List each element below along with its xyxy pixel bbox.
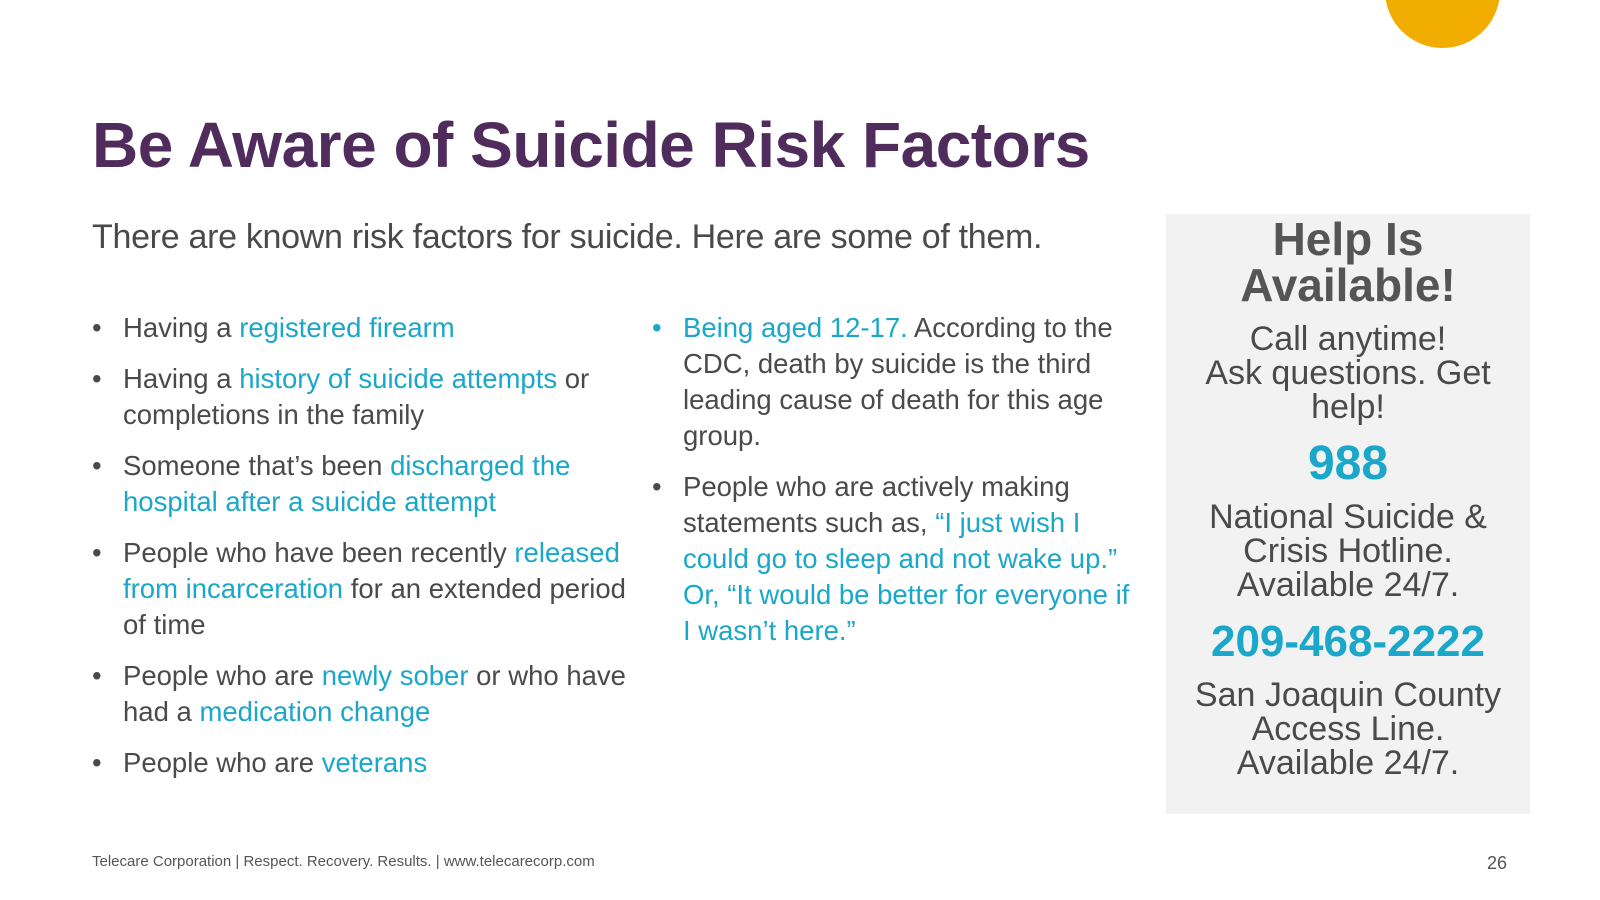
highlighted-text: Being aged 12-17. [683,312,908,343]
risk-factor-item [652,310,1132,454]
bullet-marker: • [652,471,662,502]
hotline-desc-line: National Suicide & [1209,498,1487,536]
highlighted-text: discharged the hospital after a suicide attempt [123,450,571,517]
risk-factor-item [92,658,632,730]
hotline-desc-line: Available 24/7. [1236,566,1460,604]
risk-factor-item [92,310,632,346]
item-text: Someone that’s been [123,450,391,481]
hotline-description [1166,500,1530,602]
item-text: or completions in the family [123,363,590,430]
bullet-marker: • [92,363,102,394]
help-intro-line: help! [1311,388,1385,426]
item-text: People who are [123,660,322,691]
help-intro-line: Call anytime! [1249,320,1447,358]
highlighted-text: medication change [199,696,431,727]
risk-factor-item [652,469,1132,649]
risk-factor-list-right [652,310,1132,664]
risk-factor-item [92,745,632,781]
item-text: People who are [123,747,322,778]
highlighted-text: newly sober [321,660,469,691]
help-title-line1: Help Is [1272,213,1424,265]
county-desc-line: Available 24/7. [1236,744,1460,782]
decorative-circle [1385,0,1500,48]
highlighted-text: registered firearm [239,312,455,343]
item-text: People who have been recently [123,537,515,568]
page-number: 26 [1487,853,1508,873]
item-text: People who are actively making statements such as, [683,471,1070,538]
county-desc-line: Access Line. [1251,710,1445,748]
help-intro-line: Ask questions. Get [1205,354,1491,392]
slide-subtitle: There are known risk factors for suicide. Here are some of them. [92,218,1043,256]
hotline-number[interactable]: 988 [1307,437,1389,490]
item-text: for an extended period of time [123,573,626,640]
help-title [1166,213,1530,311]
bullet-marker: • [92,312,102,343]
highlighted-text: veterans [321,747,428,778]
bullet-marker: • [92,537,102,568]
help-panel [1166,214,1530,814]
item-text: or who have had a [123,660,626,727]
county-access-number[interactable]: 209-468-2222 [1210,617,1485,666]
highlighted-text: “I just wish I could go to sleep and not wake up.” Or, “It would be better for everyone if I wasn’t here.” [683,507,1130,646]
highlighted-text: history of suicide attempts [239,363,558,394]
bullet-marker: • [92,660,102,691]
risk-factor-item [92,448,632,520]
help-intro [1166,322,1530,424]
bullet-marker: • [92,747,102,778]
footer-text: Telecare Corporation | Respect. Recovery. Results. | www.telecarecorp.com [92,853,595,870]
slide-title: Be Aware of Suicide Risk Factors [92,109,1090,181]
item-text: According to the CDC, death by suicide is the third leading cause of death for this age group. [683,312,1113,451]
bullet-marker: • [92,450,102,481]
county-desc-line: San Joaquin County [1194,676,1502,714]
hotline-desc-line: Crisis Hotline. [1243,532,1453,570]
risk-factor-item [92,535,632,643]
help-title-line2: Available! [1240,259,1456,311]
risk-factor-item [92,361,632,433]
risk-factor-list-left [92,310,632,796]
item-text: Having a [123,312,240,343]
item-text: Having a [123,363,240,394]
county-description [1166,678,1530,780]
highlighted-text: released from incarceration [123,537,620,604]
bullet-marker: • [652,312,662,343]
